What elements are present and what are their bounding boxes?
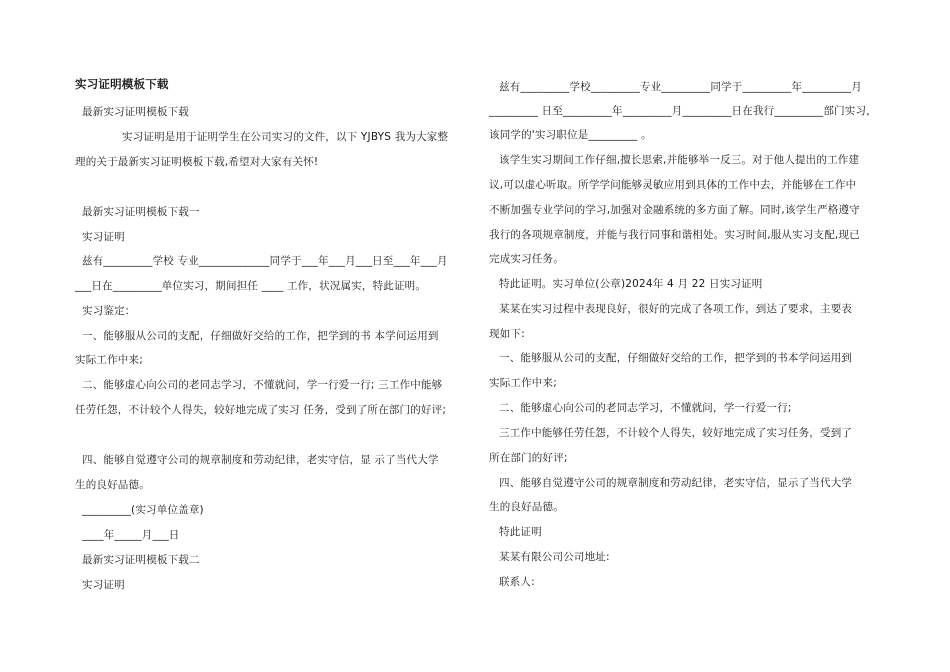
body-line: 实际工作中来; bbox=[75, 354, 143, 366]
closing-line: 特此证明 bbox=[499, 526, 542, 538]
body-line: 兹有_________学校 专业_____________同学于___年___月___日至___年___月 bbox=[82, 255, 448, 267]
subtitle-line: 最新实习证明模板下载 bbox=[82, 106, 189, 118]
body-line: 一、能够服从公司的支配，仔细做好交给的工作，把学到的书本学问运用到 bbox=[499, 352, 853, 364]
body-line: 我行的各项规章制度，并能与我行同事和谐相处。实习时间,服从实习支配,现已 bbox=[489, 229, 860, 241]
body-line: 不断加强专业学问的学习,加强对金融系统的多方面了解。同时,该学生严格遵守 bbox=[489, 204, 860, 216]
contact-line: 联系人: bbox=[499, 576, 535, 588]
company-address-line: 某某有限公司公司地址: bbox=[499, 551, 610, 563]
body-line: 二、能够虚心向公司的老同志学习，不懂就问，学一行爱一行; bbox=[499, 402, 792, 414]
body-line: 特此证明。实习单位(公章)2024年 4 月 22 日实习证明 bbox=[499, 278, 763, 290]
body-line: 一、能够服从公司的支配，仔细做好交给的工作，把学到的书 本学问运用到 bbox=[82, 330, 439, 342]
appraisal-heading: 实习鉴定： bbox=[82, 305, 136, 317]
body-line: 兹有_________学校_________专业_________同学于_________年_________月 bbox=[499, 81, 862, 93]
intro-line: 实习证明是用于证明学生在公司实习的文件，以下 YJBYS 我为大家整 bbox=[122, 131, 449, 143]
body-line: _________ 日至_________年_________月_________日在我行_________部门实习， bbox=[489, 105, 877, 117]
body-line: 四、能够自觉遵守公司的规章制度和劳动纪律，老实守信，显示了当代大学 bbox=[499, 477, 853, 489]
date-line: ____年_____月___日 bbox=[82, 529, 180, 541]
body-line: 所在部门的好评; bbox=[489, 452, 568, 464]
section-heading: 最新实习证明模板下载一 bbox=[82, 206, 200, 218]
body-line: 某某在实习过程中表现良好，很好的完成了各项工作，到达了要求，主要表 bbox=[499, 303, 853, 315]
body-line: 生的良好品德。 bbox=[75, 479, 150, 491]
body-line: 生的良好品德。 bbox=[489, 501, 564, 513]
body-line: 议,可以虚心听取。所学学问能够灵敏应用到具体的工作中去，并能够在工作中 bbox=[489, 179, 857, 191]
body-line: 该学生实习期间工作仔细,擅长思索,并能够举一反三。对于他人提出的工作建 bbox=[499, 154, 860, 166]
seal-line: _________(实习单位盖章) bbox=[82, 504, 204, 516]
body-line: 该同学的'实习职位是_________ 。 bbox=[489, 129, 652, 141]
body-line: 现如下: bbox=[489, 328, 525, 340]
body-line: 二、能够虚心向公司的老同志学习，不懂就问，学一行爱一行; 三工作中能够 bbox=[82, 379, 443, 391]
body-line: 任劳任怨，不计较个人得失，较好地完成了实习 任务，受到了所在部门的好评; bbox=[75, 404, 447, 416]
section-heading: 最新实习证明模板下载二 bbox=[82, 554, 200, 566]
body-line: 实际工作中来; bbox=[489, 377, 557, 389]
body-line: 四、能够自觉遵守公司的规章制度和劳动纪律，老实守信，显 示了当代大学 bbox=[82, 454, 439, 466]
body-line: ___日在_________单位实习，期间担任 ____ 工作，状况属实，特此证明。 bbox=[75, 280, 427, 292]
certificate-heading: 实习证明 bbox=[82, 231, 125, 243]
body-line: 三工作中能够任劳任怨，不计较个人得失，较好地完成了实习任务，受到了 bbox=[499, 427, 853, 439]
intro-line: 理的关于最新实习证明模板下载,希望对大家有关怀! bbox=[75, 156, 319, 168]
body-line: 完成实习任务。 bbox=[489, 253, 564, 265]
document-title: 实习证明模板下载 bbox=[75, 77, 169, 91]
certificate-heading: 实习证明 bbox=[82, 579, 125, 591]
